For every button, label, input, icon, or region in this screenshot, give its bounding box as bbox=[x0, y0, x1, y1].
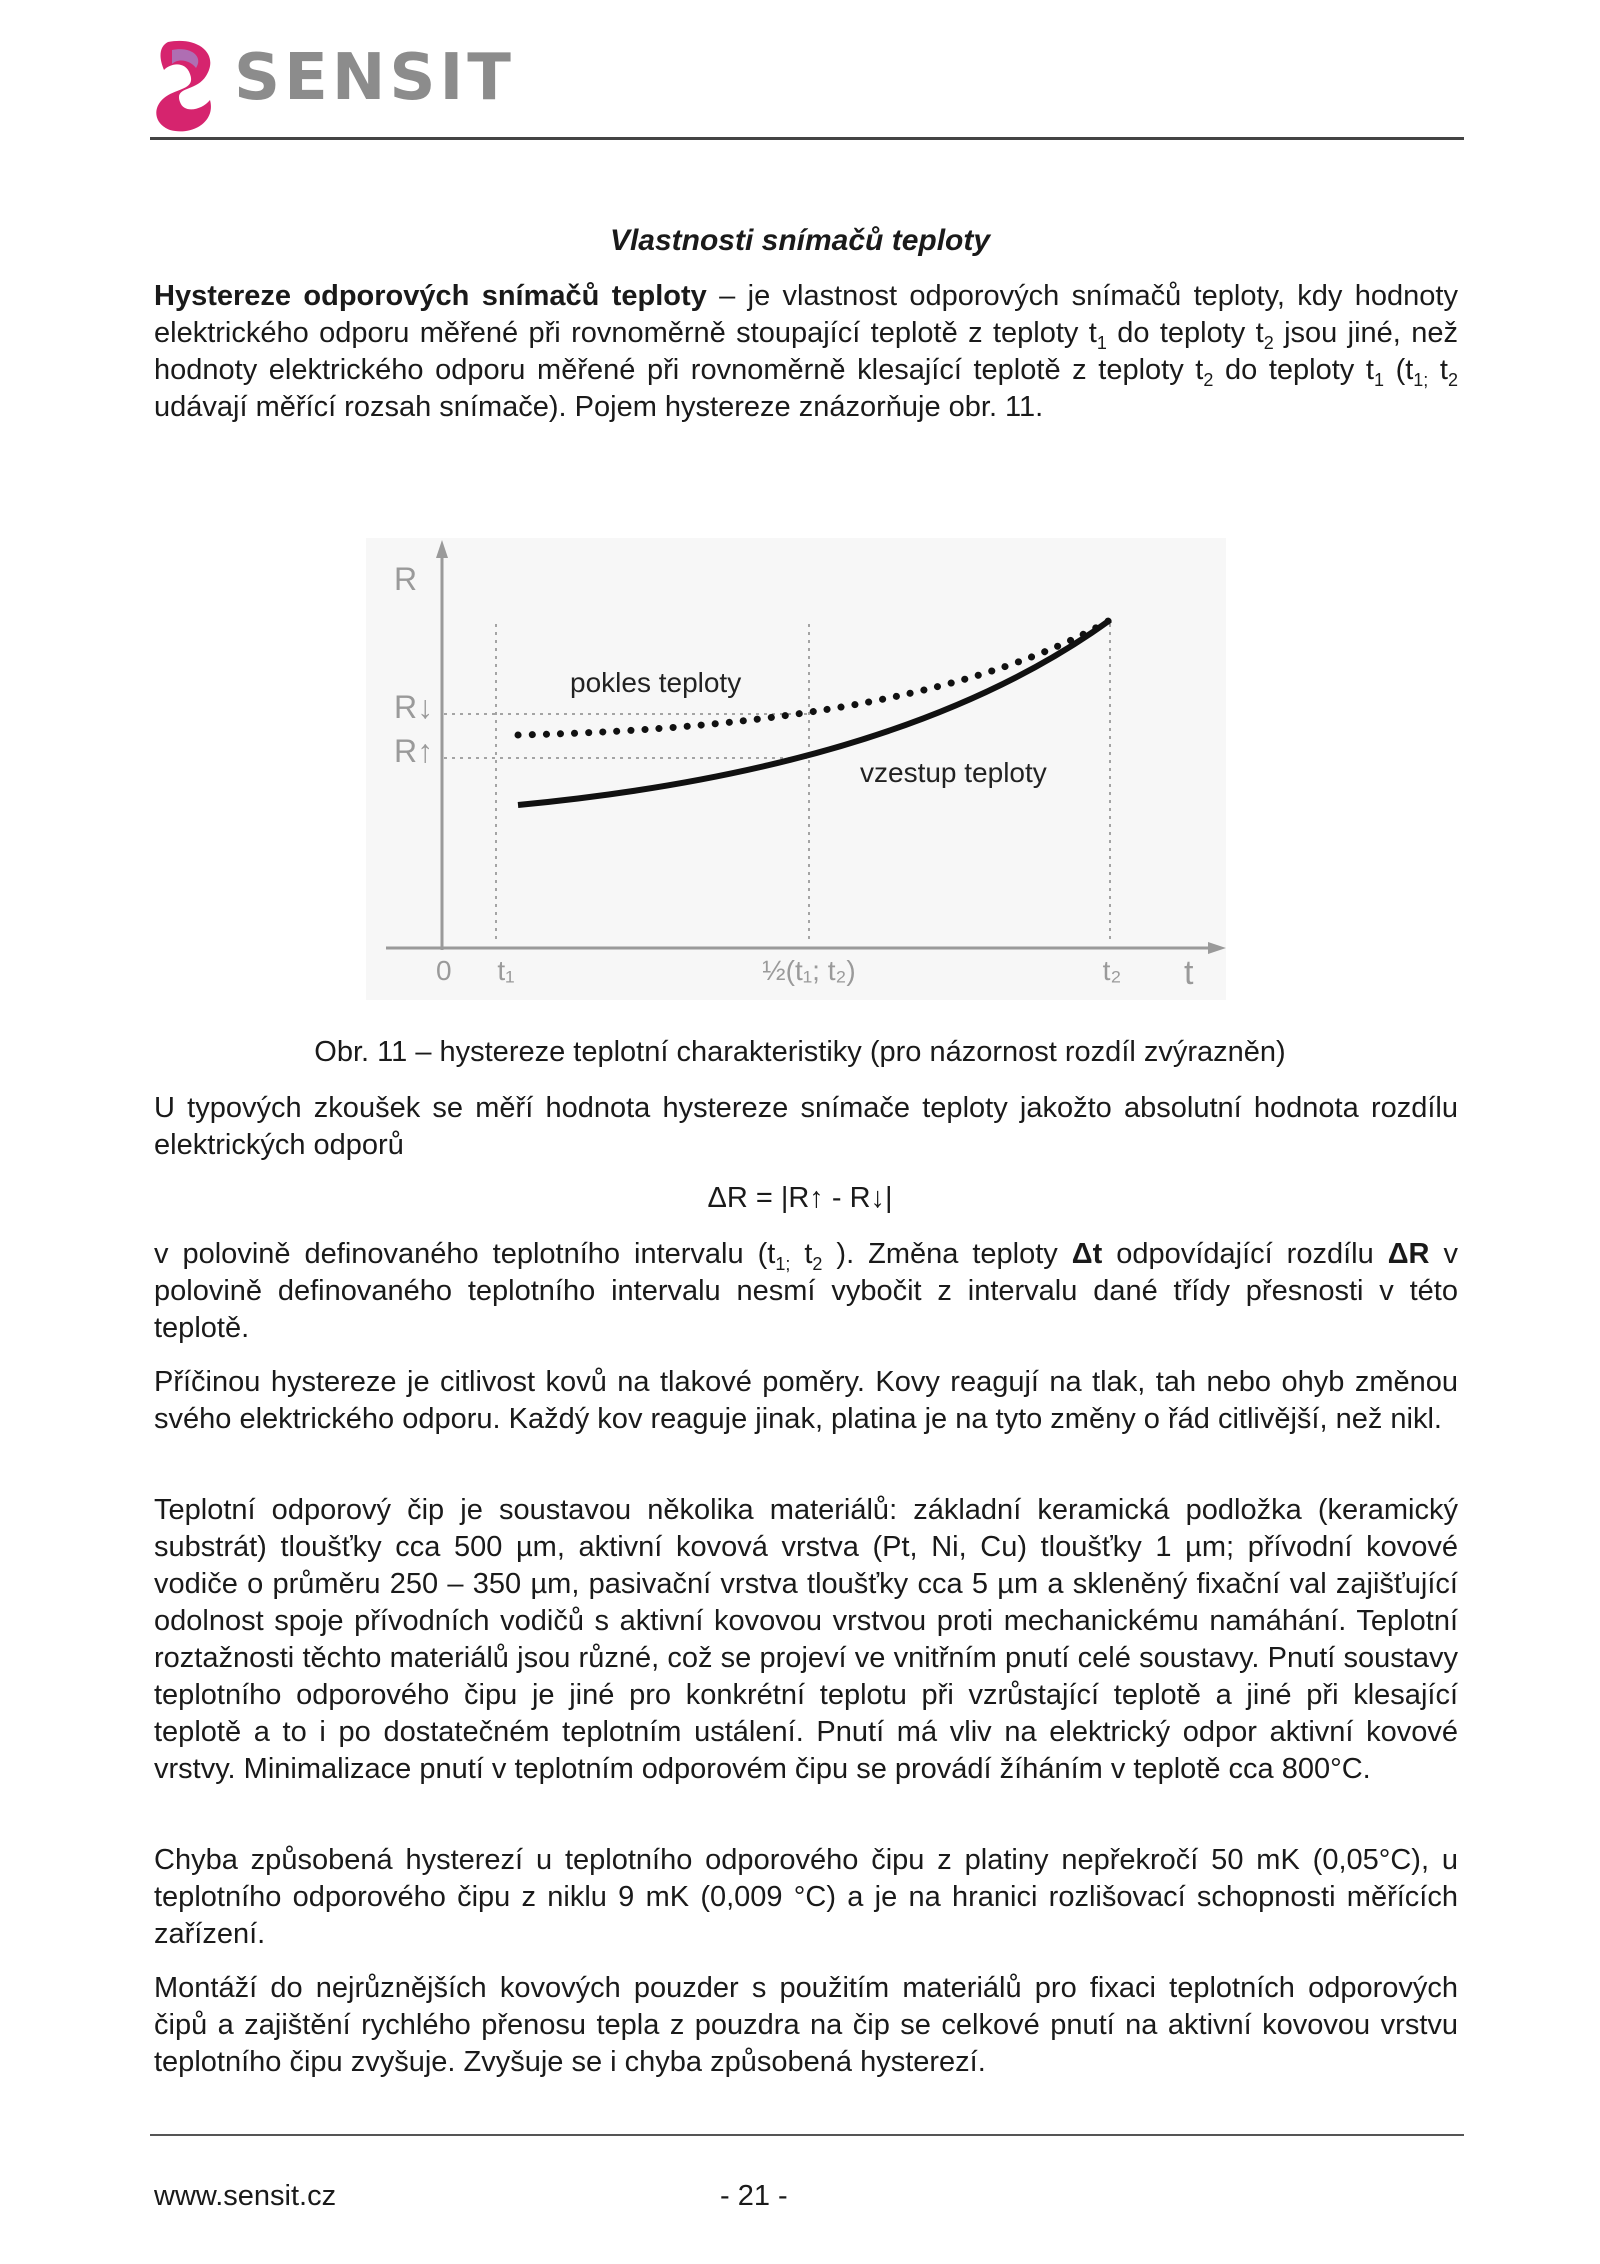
delta-t: Δt bbox=[1071, 1238, 1103, 1270]
origin-label: 0 bbox=[436, 955, 452, 986]
sensit-logo bbox=[150, 36, 515, 136]
r-down-label: R↓ bbox=[394, 689, 434, 725]
logo-text: SENSIT bbox=[234, 41, 515, 115]
paragraph-mounting: Montáží do nejrůznějších kovových pouzder s použitím materiálů pro fixaci teplotních odporových čipů a zajištění rychlého přenosu tepla z pouzdra na čip se celkové pnutí na aktivní kovovou vrstvu teplotního čipu zvyšuje. Zvyšuje se i chyba způsobená hysterezí. bbox=[154, 1972, 1458, 2078]
figure-caption: Obr. 11 – hystereze teplotní charakteristiky (pro názornost rozdíl zvýrazněn) bbox=[314, 1036, 1286, 1068]
section-title: Vlastnosti snímačů teploty bbox=[609, 224, 991, 257]
paragraph-error: Chyba způsobená hysterezí u teplotního odporového čipu z platiny nepřekročí 50 mK (0,05°C), u teplotního odporového čipu z niklu 9 mK (0,009 °C) a je na hranici rozlišovací schopnosti měřících zařízení. bbox=[154, 1844, 1458, 1950]
paragraph-half-interval: v polovině definovaného teplotního intervalu ($t_{1;}$ $t_2$ ). Změna teploty Δt odpovídající rozdílu ΔR v polovině definovaného teplotního intervalu nesmí vybočit z intervalu dané třídy přesnosti v této teplotě. bbox=[154, 1238, 1458, 1344]
header-rule bbox=[150, 137, 1464, 140]
paragraph-typical-tests: U typových zkoušek se měří hodnota hystereze snímače teploty jakožto absolutní hodnota rozdílu elektrických odporů bbox=[154, 1092, 1458, 1161]
paragraph-hysteresis: Hystereze odporových snímačů teploty – je vlastnost odporových snímačů teploty, kdy hodnoty elektrického odporu měřené při rovnoměrně stoupající teplotě z teploty $t_1$ do teploty $t_2$ jsou jiné, než hodnoty elektrického odporu měřené při rovnoměrně klesající teplotě z teploty $t_2$ do teploty $t_1$ ($t_{1;}$ $t_2$ udávají měřící rozsah snímače). Pojem hystereze znázorňuje obr. 11. bbox=[154, 280, 1458, 423]
falling-label: pokles teploty bbox=[570, 667, 742, 698]
paragraph-chip: Teplotní odporový čip je soustavou několika materiálů: základní keramická podložka (keramický substrát) tloušťky cca 500 µm, aktivní kovová vrstva (Pt, Ni, Cu) tloušťky 1 µm; přívodní kovové vodiče o průměru 250 – 350 µm, pasivační vrstva tloušťky cca 5 µm a skleněný fixační val zajišťující odolnost spoje přívodních vodičů s aktivní kovovou vrstvou proti mechanickému namáhání. Teplotní roztažnosti těchto materiálů jsou různé, což se projeví ve vnitřním pnutí celé soustavy. Pnutí soustavy teplotního odporového čipu je jiné pro konkrétní teplotu při vzrůstající teplotě a jiné při klesající teplotě a to i po dostatečném teplotním ustálení. Pnutí má vliv na elektrický odpor aktivní kovové vrstvy. Minimalizace pnutí v teplotním odporovém čipu se provádí žíháním v teplotě cca 800°C. bbox=[154, 1494, 1458, 1785]
page-header bbox=[150, 36, 1464, 140]
hysteresis-figure bbox=[366, 538, 1226, 1000]
tick-mid-label: ½(t₁; t₂) bbox=[762, 955, 856, 986]
tick-t1-label: t₁ bbox=[497, 955, 515, 986]
tick-t2-label: t₂ bbox=[1102, 955, 1122, 986]
page-number: - 21 - bbox=[720, 2180, 788, 2212]
footer-rule bbox=[150, 2134, 1464, 2136]
hysteresis-chart bbox=[366, 538, 1226, 1000]
rising-label: vzestup teploty bbox=[860, 757, 1047, 788]
y-axis-label: R bbox=[394, 561, 418, 597]
paragraph-cause: Příčinou hystereze je citlivost kovů na tlakové poměry. Kovy reagují na tlak, tah nebo ohyb změnou svého elektrického odporu. Každý kov reaguje jinak, platina je na tyto změny o řád citlivější, než nikl. bbox=[154, 1366, 1458, 1435]
footer-website: www.sensit.cz bbox=[154, 2180, 337, 2212]
x-axis-label: t bbox=[1184, 954, 1194, 992]
hysteresis-term: Hystereze odporových snímačů teploty bbox=[154, 280, 707, 312]
delta-r: ΔR bbox=[1387, 1238, 1430, 1270]
formula: ΔR = |R↑ - R↓| bbox=[707, 1182, 893, 1214]
r-up-label: R↑ bbox=[394, 733, 434, 769]
sensit-logo-icon bbox=[150, 36, 230, 136]
